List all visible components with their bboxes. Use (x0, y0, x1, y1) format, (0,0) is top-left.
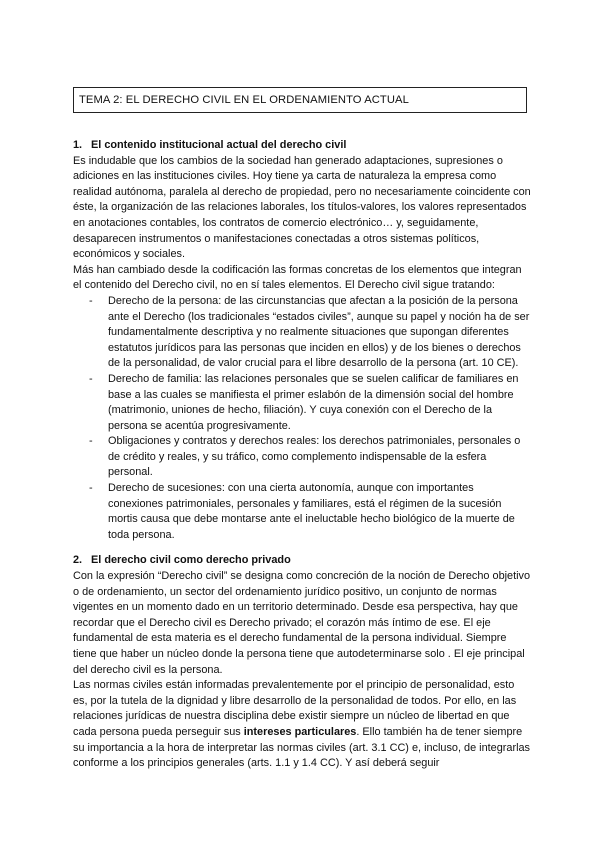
section-1-number: 1. (73, 139, 83, 151)
list-dash: - (89, 482, 93, 495)
list-dash: - (89, 372, 93, 385)
list-item (73, 434, 531, 481)
section-2-paragraph-2-start: Las normas civiles están informadas prevalentemente por el principio de personalidad, esto es, por la tutela de la dignidad y libre desarrollo de la personalidad de todos. Por ello, en las relaciones jurídicas de nuestra disciplina debe existir siempre un núcleo de libertad en que cada persona pueda perseguir sus (73, 679, 517, 738)
section-1-paragraph-1: Es indudable que los cambios de la sociedad han generado adaptaciones, supresiones o adiciones en las instituciones civiles. Hoy tiene ya carta de naturaleza la empresa como realidad autónoma, paralela al derecho de propiedad, pero no necesariamente coincidente con éste, la organización de las relaciones laborales, los títulos-valores, los valores representados en anotaciones contables, los contratos de comercio electrónico… y, seguidamente, desaparecen instrumentos o manifestaciones conectadas a otros sistemas políticos, económicos y sociales. (73, 154, 531, 261)
list-item-text: Obligaciones y contratos y derechos reales: los derechos patrimoniales, personales o de crédito y reales, y su tráfico, como complemento indispensable de la esfera personal. (108, 435, 521, 479)
section-2-paragraph-2 (73, 678, 531, 772)
section-1-bullet-list (73, 294, 531, 544)
section-2-number: 2. (73, 554, 83, 567)
section-2-paragraph-1: Con la expresión “Derecho civil” se designa como concreción de la noción de Derecho objetivo o de ordenamiento, un sector del ordenamiento jurídico positivo, un conjunto de normas vigentes en un momento dado en un territorio determinado. Desde esa perspectiva, hay que recordar que el Derecho civil es Derecho privado; el corazón más íntimo de ese. El eje fundamental de esta materia es el derecho fundamental de la persona individual. Siempre tiene que haber un núcleo donde la persona tiene que autodeterminarse solo . El eje principal del derecho civil es la persona. (73, 570, 531, 676)
list-item (73, 372, 531, 434)
section-1-paragraph-2: Más han cambiado desde la codificación las formas concretas de los elementos que integran el contenido del Derecho civil, no en sí tales elementos. El Derecho civil sigue tratando: (73, 263, 522, 292)
list-dash: - (89, 294, 93, 307)
section-2-paragraph-2-end: . Ello también ha de tener siempre su importancia a la hora de interpretar las normas civiles (art. 3.1 CC) e, incluso, de integrarlas conforme a los principios generales (arts. 1.1 y 1.4 CC). Y así deberá seguir (73, 725, 531, 770)
list-item (73, 294, 531, 372)
section-2-heading (73, 553, 531, 569)
list-item-text: Derecho de familia: las relaciones personales que se suelen calificar de familiares en base a las cuales se manifiesta el primer eslabón de la dimensión social del hombre (matrimonio, uniones de hecho, filiación). Y cuya conexión con el Derecho de la persona se acentúa progresivamente. (108, 372, 519, 432)
emphasis-intereses-particulares: intereses particulares (243, 725, 357, 738)
list-item-text: Derecho de sucesiones: con una cierta autonomía, aunque con importantes conexiones patrimoniales, personales y familiares, está el régimen de la sucesión mortis causa que debe montarse ante el ineluctable hecho biológico de la muerte de toda persona. (108, 482, 515, 541)
list-dash: - (89, 435, 93, 448)
section-spacer (73, 543, 531, 553)
section-1-heading-text: El contenido institucional actual del derecho civil (91, 139, 347, 151)
section-2-heading-text: El derecho civil como derecho privado (91, 554, 291, 567)
list-item-text: Derecho de la persona: de las circunstancias que afectan a la posición de la persona ante el Derecho (los tradicionales “estados civiles”, aunque su papel y noción ha de ser fundamentalmente descriptiva y no realmente situaciones que supongan diferentes estatutos jurídicos para las personas que inciden en ellos) y de los bienes o derechos de la personalidad, de valor crucial para el libre desarrollo de la persona (art. 10 CE). (108, 294, 530, 370)
list-item (73, 481, 531, 543)
document-body (73, 138, 531, 772)
section-1-heading (73, 138, 531, 154)
document-title: TEMA 2: EL DERECHO CIVIL EN EL ORDENAMIENTO ACTUAL (73, 87, 527, 113)
